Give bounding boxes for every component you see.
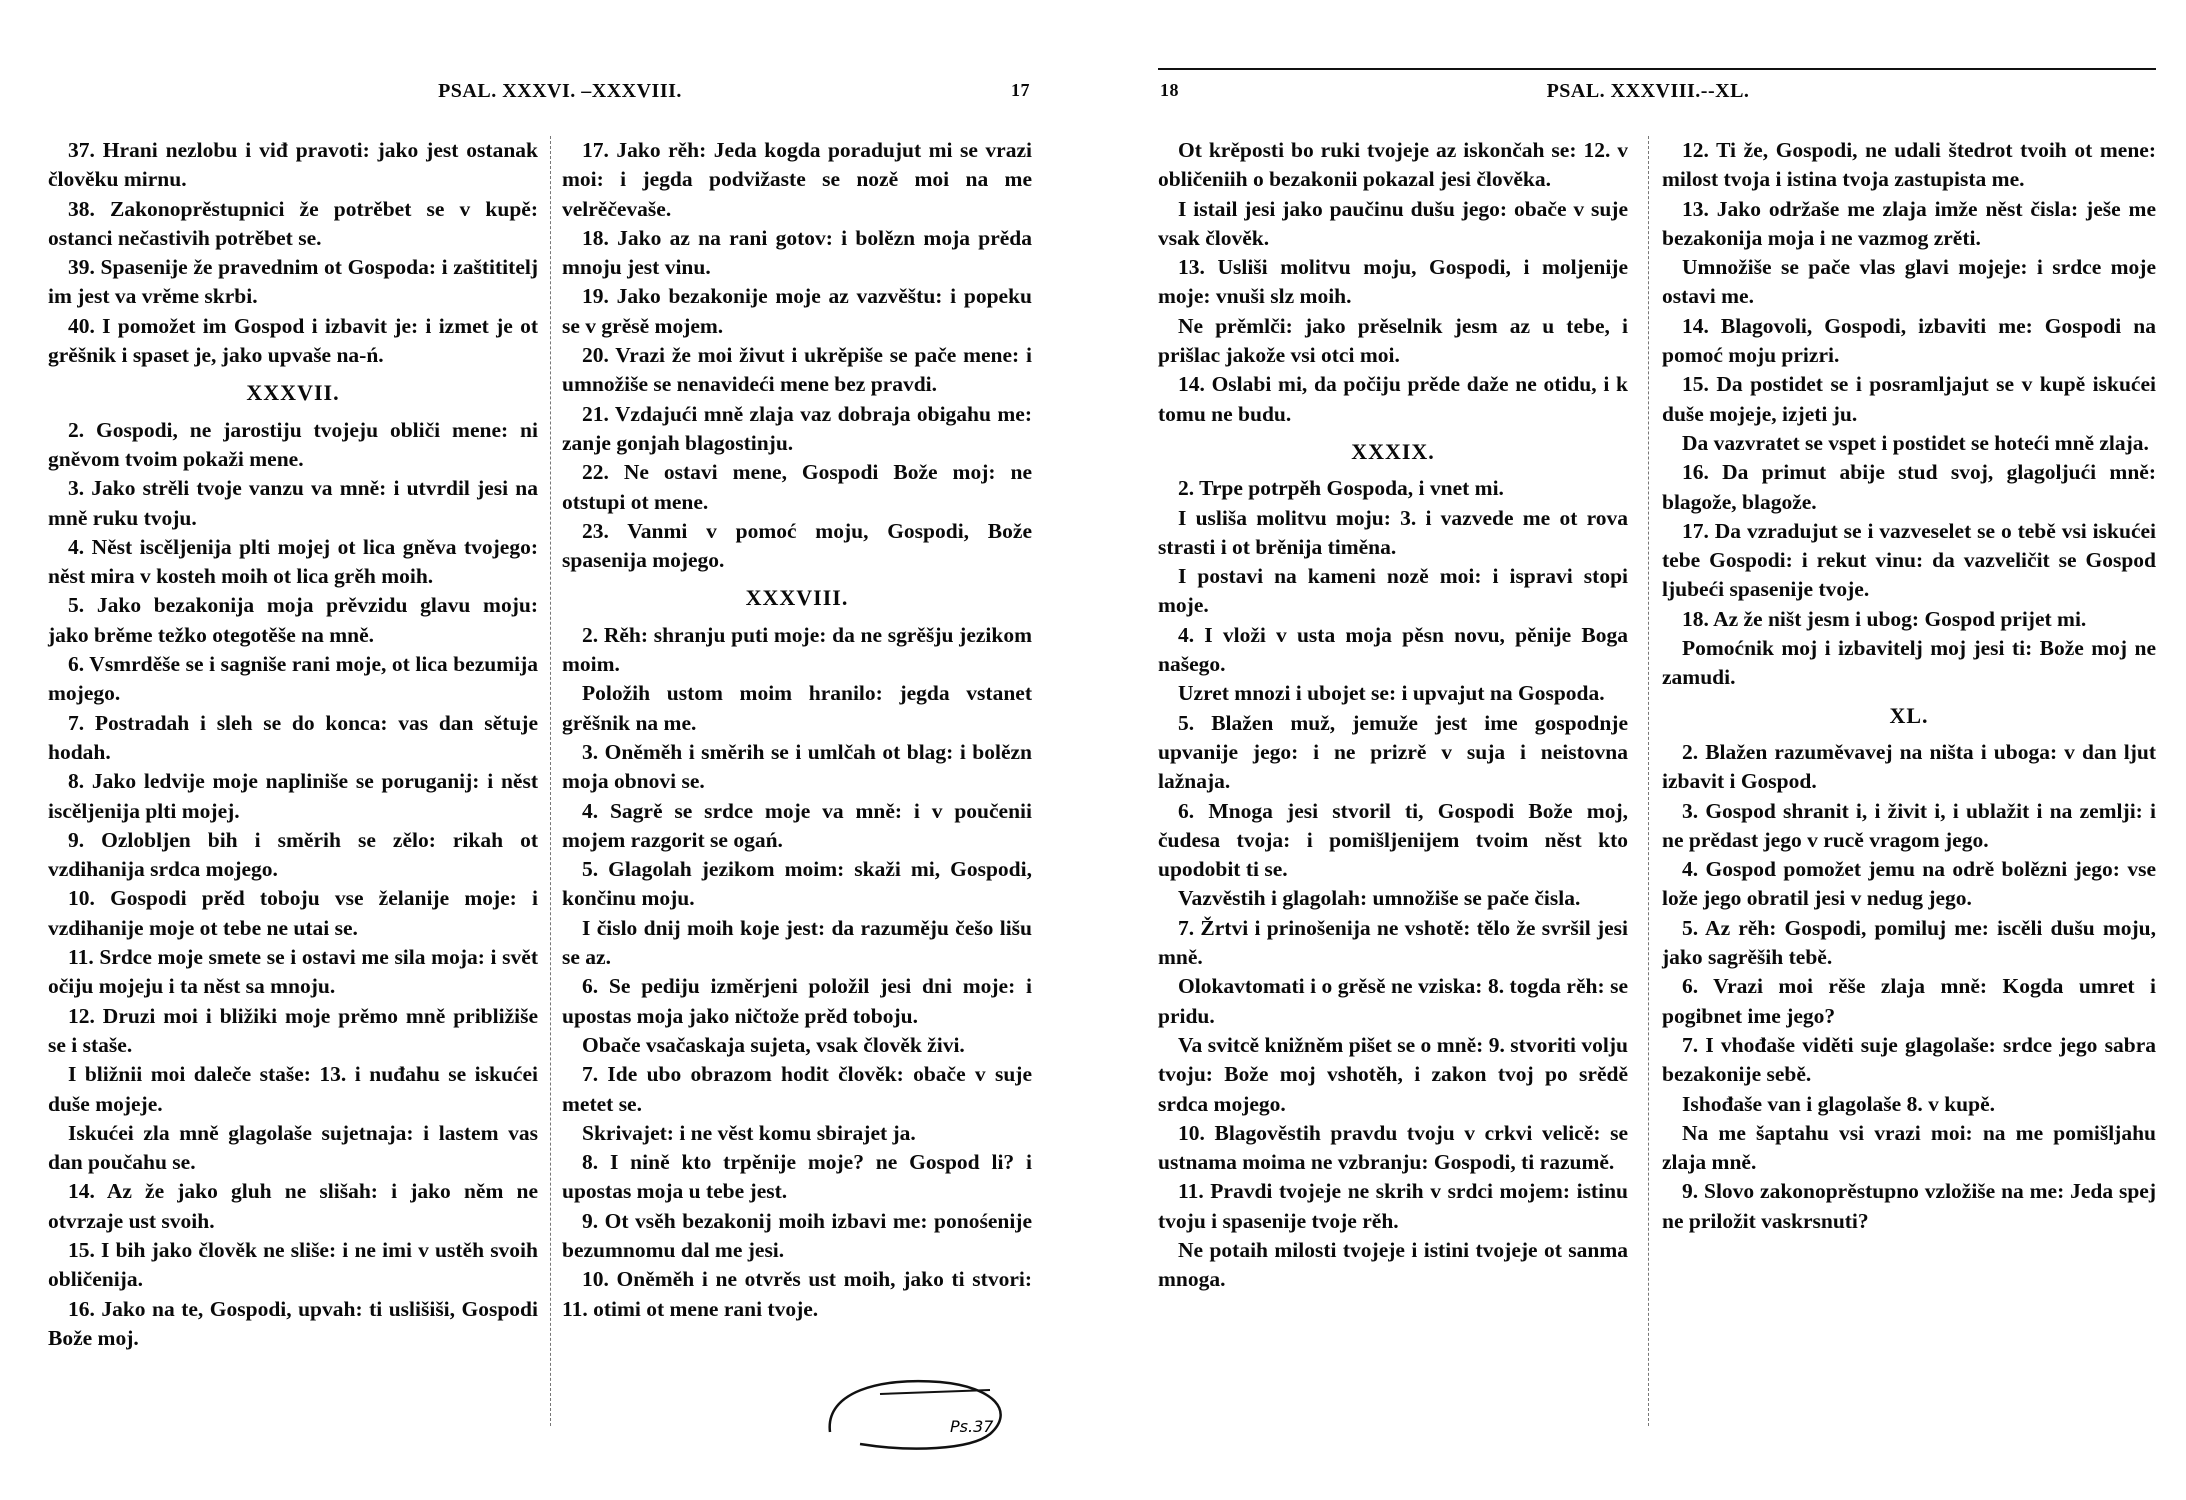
- verse-paragraph: 15. Da postidet se i posramljajut se v kupě iskućei duše mojeje, izjeti ju.: [1662, 372, 2156, 426]
- verse-paragraph: 20. Vrazi že moi živut i ukrěpiše se pače mene: i umnožiše se nenavideći mene bez pravdi.: [562, 343, 1032, 397]
- verse-paragraph: 2. Rěh: shranju puti moje: da ne sgrěšju jezikom moim.: [562, 622, 1032, 677]
- verse-paragraph: 4. Gospod pomožet jemu na odrě bolězni jego: vse lože jego obratil jesi v nedug jego.: [1662, 857, 2156, 911]
- verse-paragraph: Umnožiše se pače vlas glavi mojeje: i srdce moje ostavi me.: [1662, 255, 2156, 309]
- verse-paragraph: 8. I nině kto trpěnije moje? ne Gospod li? i upostas moja u tebe jest.: [562, 1150, 1032, 1204]
- verse-paragraph: Položih ustom moim hranilo: jegda vstanet grěšnik na me.: [562, 681, 1032, 735]
- verse-paragraph: 4. Něst iscěljenija plti mojej ot lica gněva tvojego: něst mira v kosteh moih ot lica grěh moih.: [48, 534, 538, 589]
- verse-paragraph: Da vazvratet se vspet i postidet se hoteći mně zlaja.: [1682, 430, 2149, 455]
- verse-paragraph: 5. Glagolah jezikom moim: skaži mi, Gospodi, končinu moju.: [562, 857, 1032, 911]
- verse-paragraph: 13. Jako održaše me zlaja imže něst čisla: ješe me bezakonija moja i ne vazmog zrěti.: [1662, 196, 2156, 250]
- verse-paragraph: 39. Spasenije že pravednim ot Gospoda: i zaštititelj im jest va vrěme skrbi.: [48, 255, 538, 309]
- verse-paragraph: 2. Gospodi, ne jarostiju tvojeju obliči mene: ni gněvom tvoim pokaži mene.: [48, 417, 538, 471]
- page-number: 18: [1160, 80, 1179, 100]
- verse-paragraph: Ishođaše van i glagolaše 8. v kupě.: [1682, 1091, 1996, 1116]
- right-page: [1110, 0, 2186, 1500]
- verse-paragraph: Ne potaih milosti tvojeje i istini tvojeje ot sanma mnoga.: [1158, 1237, 1628, 1292]
- left-page: [0, 0, 1080, 1500]
- verse-paragraph: 14. Az že jako gluh ne slišah: i jako něm ne otvrzaje ust svoih.: [48, 1179, 538, 1233]
- verse-paragraph: 37. Hrani nezlobu i viđ pravoti: jako jest ostanak člověku mirnu.: [48, 138, 538, 192]
- verse-paragraph: 15. I bih jako člověk ne sliše: i ne imi v ustěh svoih obličenija.: [48, 1237, 538, 1292]
- verse-paragraph: 3. Gospod shranit i, i živit i, i ublažit i na zemlji: i ne prědast jego v rucě vragom jego.: [1662, 798, 2156, 852]
- verse-paragraph: 13. Usliši molitvu moju, Gospodi, i moljenije moje: vnuši slz moih.: [1158, 255, 1628, 309]
- verse-paragraph: 6. Vrazi moi rěše zlaja mně: Kogda umret i pogibnet ime jego?: [1662, 974, 2156, 1028]
- verse-paragraph: 14. Oslabi mi, da počiju prěde daže ne otidu, i k tomu ne budu.: [1158, 372, 1628, 426]
- verse-paragraph: Iskućei zla mně glagolaše sujetnaja: i lastem vas dan poučahu se.: [48, 1120, 538, 1175]
- verse-paragraph: 11. Pravdi tvojeje ne skrih v srdci mojem: istinu tvoju i spasenije tvoje rěh.: [1158, 1179, 1628, 1233]
- verse-paragraph: 6. Vsmrděše se i sagniše rani moje, ot lica bezumija mojego.: [48, 652, 538, 706]
- verse-paragraph: 40. I pomožet im Gospod i izbavit je: i izmet je ot grěšnik i spaset je, jako upvaše na-ń.: [48, 313, 538, 368]
- verse-paragraph: Na me šaptahu vsi vrazi moi: na me pomišljahu zlaja mně.: [1662, 1120, 2156, 1175]
- annotation-note: Ps.37: [950, 1417, 994, 1436]
- verse-paragraph: I bližnii moi daleče staše: 13. i nuđahu se iskućei duše mojeje.: [48, 1062, 538, 1116]
- verse-paragraph: Obače vsačaskaja sujeta, vsak člověk živi.: [582, 1032, 965, 1057]
- verse-paragraph: 4. I vloži v usta moja pěsn novu, pěnije Boga našego.: [1158, 622, 1628, 677]
- column-divider: [550, 136, 552, 1426]
- verse-paragraph: 12. Ti že, Gospodi, ne udali štedrot tvoih ot mene: milost tvoja i istina tvoja zastupista me.: [1662, 138, 2156, 192]
- psalm-number-heading: XXXVIII.: [745, 585, 849, 611]
- verse-paragraph: Pomoćnik moj i izbavitelj moj jesi ti: Bože moj ne zamudi.: [1662, 636, 2156, 690]
- verse-paragraph: 9. Slovo zakonoprěstupno vzložiše na me: Jeda spej ne priložit vaskrsnuti?: [1662, 1179, 2156, 1233]
- verse-paragraph: 6. Mnoga jesi stvoril ti, Gospodi Bože moj, čudesa tvoja: i pomišljenijem tvoim něst kto upodobit ti se.: [1158, 798, 1628, 882]
- verse-paragraph: 7. I vhođaše viděti suje glagolaše: srdce jego sabra bezakonije sebě.: [1662, 1032, 2156, 1087]
- verse-paragraph: 14. Blagovoli, Gospodi, izbaviti me: Gospodi na pomoć moju prizri.: [1662, 313, 2156, 368]
- verse-paragraph: 9. Ozlobljen bih i směrih se zělo: rikah ot vzdihanija srdca mojego.: [48, 827, 538, 882]
- psalm-number-heading: XXXVII.: [246, 380, 340, 406]
- verse-paragraph: 19. Jako bezakonije moje az vazvěštu: i popeku se v grěsě mojem.: [562, 284, 1032, 338]
- running-title: PSAL. XXXVI. –XXXVIII.: [438, 80, 682, 102]
- psalm-number-heading: XL.: [1889, 702, 1929, 728]
- running-head: [1110, 80, 2186, 110]
- verse-paragraph: 17. Da vzradujut se i vazveselet se o tebě vsi iskućei tebe Gospodi: i rekut vinu: da vazveličit se Gospod ljubeći spasenije tvoje.: [1662, 518, 2156, 602]
- verse-paragraph: 7. Postradah i sleh se do konca: vas dan sětuje hodah.: [48, 710, 538, 764]
- verse-paragraph: 10. Oněměh i ne otvrěs ust moih, jako ti stvori: 11. otimi ot mene rani tvoje.: [562, 1267, 1032, 1321]
- verse-paragraph: Vazvěstih i glagolah: umnožiše se pače čisla.: [1178, 886, 1581, 911]
- verse-paragraph: 18. Az že ništ jesm i ubog: Gospod prijet mi.: [1682, 606, 2087, 631]
- page-number: 17: [1011, 80, 1030, 100]
- verse-paragraph: I usliša molitvu moju: 3. i vazvede me ot rova strasti i ot brěnija timěna.: [1158, 505, 1628, 559]
- verse-paragraph: 12. Druzi moi i bližiki moje prěmo mně približiše se i staše.: [48, 1003, 538, 1057]
- verse-paragraph: 21. Vzdajući mně zlaja vaz dobraja obigahu me: zanje gonjah blagostinju.: [562, 401, 1032, 455]
- verse-paragraph: 10. Gospodi prěd toboju vse želanije moje: i vzdihanije moje ot tebe ne utai se.: [48, 886, 538, 940]
- verse-paragraph: 5. Blažen muž, jemuže jest ime gospodnje upvanije jego: i ne prizrě v suja i neistovna lažnaja.: [1158, 710, 1628, 794]
- verse-paragraph: 3. Jako strěli tvoje vanzu va mně: i utvrdil jesi na mně ruku tvoju.: [48, 476, 538, 530]
- verse-paragraph: 3. Oněměh i směrih se i umlčah ot blag: i bolězn moja obnovi se.: [562, 739, 1032, 794]
- verse-paragraph: 2. Blažen razuměvavej na ništa i uboga: v dan ljut izbavit i Gospod.: [1662, 739, 2156, 794]
- verse-paragraph: 7. Žrtvi i prinošenija ne vshotě: tělo že svršil jesi mně.: [1158, 915, 1628, 970]
- verse-paragraph: 22. Ne ostavi mene, Gospodi Bože moj: ne otstupi ot mene.: [562, 460, 1032, 514]
- running-head: [0, 80, 1080, 110]
- verse-paragraph: 5. Az rěh: Gospodi, pomiluj me: iscěli dušu moju, jako sagrěših tebě.: [1662, 915, 2156, 970]
- verse-paragraph: 38. Zakonoprěstupnici že potrěbet se v kupě: ostanci nečastivih potrěbet se.: [48, 196, 538, 250]
- verse-paragraph: 16. Da primut abije stud svoj, glagoljući mně: blagože, blagože.: [1662, 460, 2156, 514]
- text-column-left: [1158, 136, 1628, 1295]
- verse-paragraph: 5. Jako bezakonija moja prěvzidu glavu moju: jako brěme težko otegotěše na mně.: [48, 593, 538, 647]
- running-title: PSAL. XXXVIII.--XL.: [1546, 80, 1750, 102]
- verse-paragraph: 2. Trpe potrpěh Gospoda, i vnet mi.: [1178, 476, 1504, 501]
- column-divider: [1648, 136, 1650, 1426]
- psalm-number-heading: XXXIX.: [1351, 438, 1435, 464]
- verse-paragraph: 10. Blagověstih pravdu tvoju v crkvi velicě: se ustnama moima ne vzbranju: Gospodi, ti razumě.: [1158, 1120, 1628, 1175]
- verse-paragraph: 17. Jako rěh: Jeda kogda poradujut mi se vrazi moi: i jegda podvižaste se nozě moi na me velrěčevaše.: [562, 138, 1032, 221]
- verse-paragraph: 11. Srdce moje smete se i ostavi me sila moja: i svět očiju mojeju i ta něst sa mnoju.: [48, 945, 538, 999]
- verse-paragraph: Ne prěmlči: jako prěselnik jesm az u tebe, i prišlac jakože vsi otci moi.: [1158, 313, 1628, 368]
- verse-paragraph: 6. Se pediju izměrjeni položil jesi dni moje: i upostas moja jako ničtože prěd toboju.: [562, 974, 1032, 1028]
- verse-paragraph: 8. Jako ledvije moje napliniše se poruganij: i něst iscěljenija plti mojej.: [48, 769, 538, 823]
- verse-paragraph: 23. Vanmi v pomoć moju, Gospodi, Bože spasenija mojego.: [562, 518, 1032, 573]
- verse-paragraph: 18. Jako az na rani gotov: i bolězn moja prěda mnoju jest vinu.: [562, 225, 1032, 280]
- verse-paragraph: 9. Ot vsěh bezakonij moih izbavi me: ponośenije bezumnomu dal me jesi.: [562, 1208, 1032, 1262]
- handwritten-annotation: [820, 1372, 1020, 1452]
- verse-paragraph: Uzret mnozi i ubojet se: i upvajut na Gospoda.: [1178, 681, 1605, 706]
- verse-paragraph: 16. Jako na te, Gospodi, upvah: ti uslišiši, Gospodi Bože moj.: [48, 1296, 538, 1350]
- text-column-right: [1662, 136, 2156, 1236]
- verse-paragraph: 4. Sagrě se srdce moje va mně: i v poučenii mojem razgorit se ogań.: [562, 798, 1032, 852]
- text-column-left: [48, 136, 538, 1353]
- header-rule: [1158, 68, 2156, 70]
- verse-paragraph: Skrivajet: i ne věst komu sbirajet ja.: [582, 1120, 916, 1145]
- text-column-right: [562, 136, 1032, 1324]
- verse-paragraph: Ot krěposti bo ruki tvojeje az iskončah se: 12. v obličeniih o bezakonii pokazal jesi člověka.: [1158, 138, 1628, 192]
- verse-paragraph: Va svitcě knižněm pišet se o mně: 9. stvoriti volju tvoju: Bože moj vshotěh, i zakon tvoj po srědě srdca mojego.: [1158, 1032, 1628, 1116]
- verse-paragraph: 7. Ide ubo obrazom hodit člověk: obače v suje metet se.: [562, 1062, 1032, 1116]
- verse-paragraph: Olokavtomati i o grěsě ne vziska: 8. togda rěh: se pridu.: [1158, 974, 1628, 1028]
- verse-paragraph: I postavi na kameni nozě moi: i ispravi stopi moje.: [1158, 564, 1628, 618]
- verse-paragraph: I istail jesi jako paučinu dušu jego: obače v suje vsak člověk.: [1158, 196, 1628, 250]
- verse-paragraph: I čislo dnij moih koje jest: da razuměju češo lišu se az.: [562, 915, 1032, 970]
